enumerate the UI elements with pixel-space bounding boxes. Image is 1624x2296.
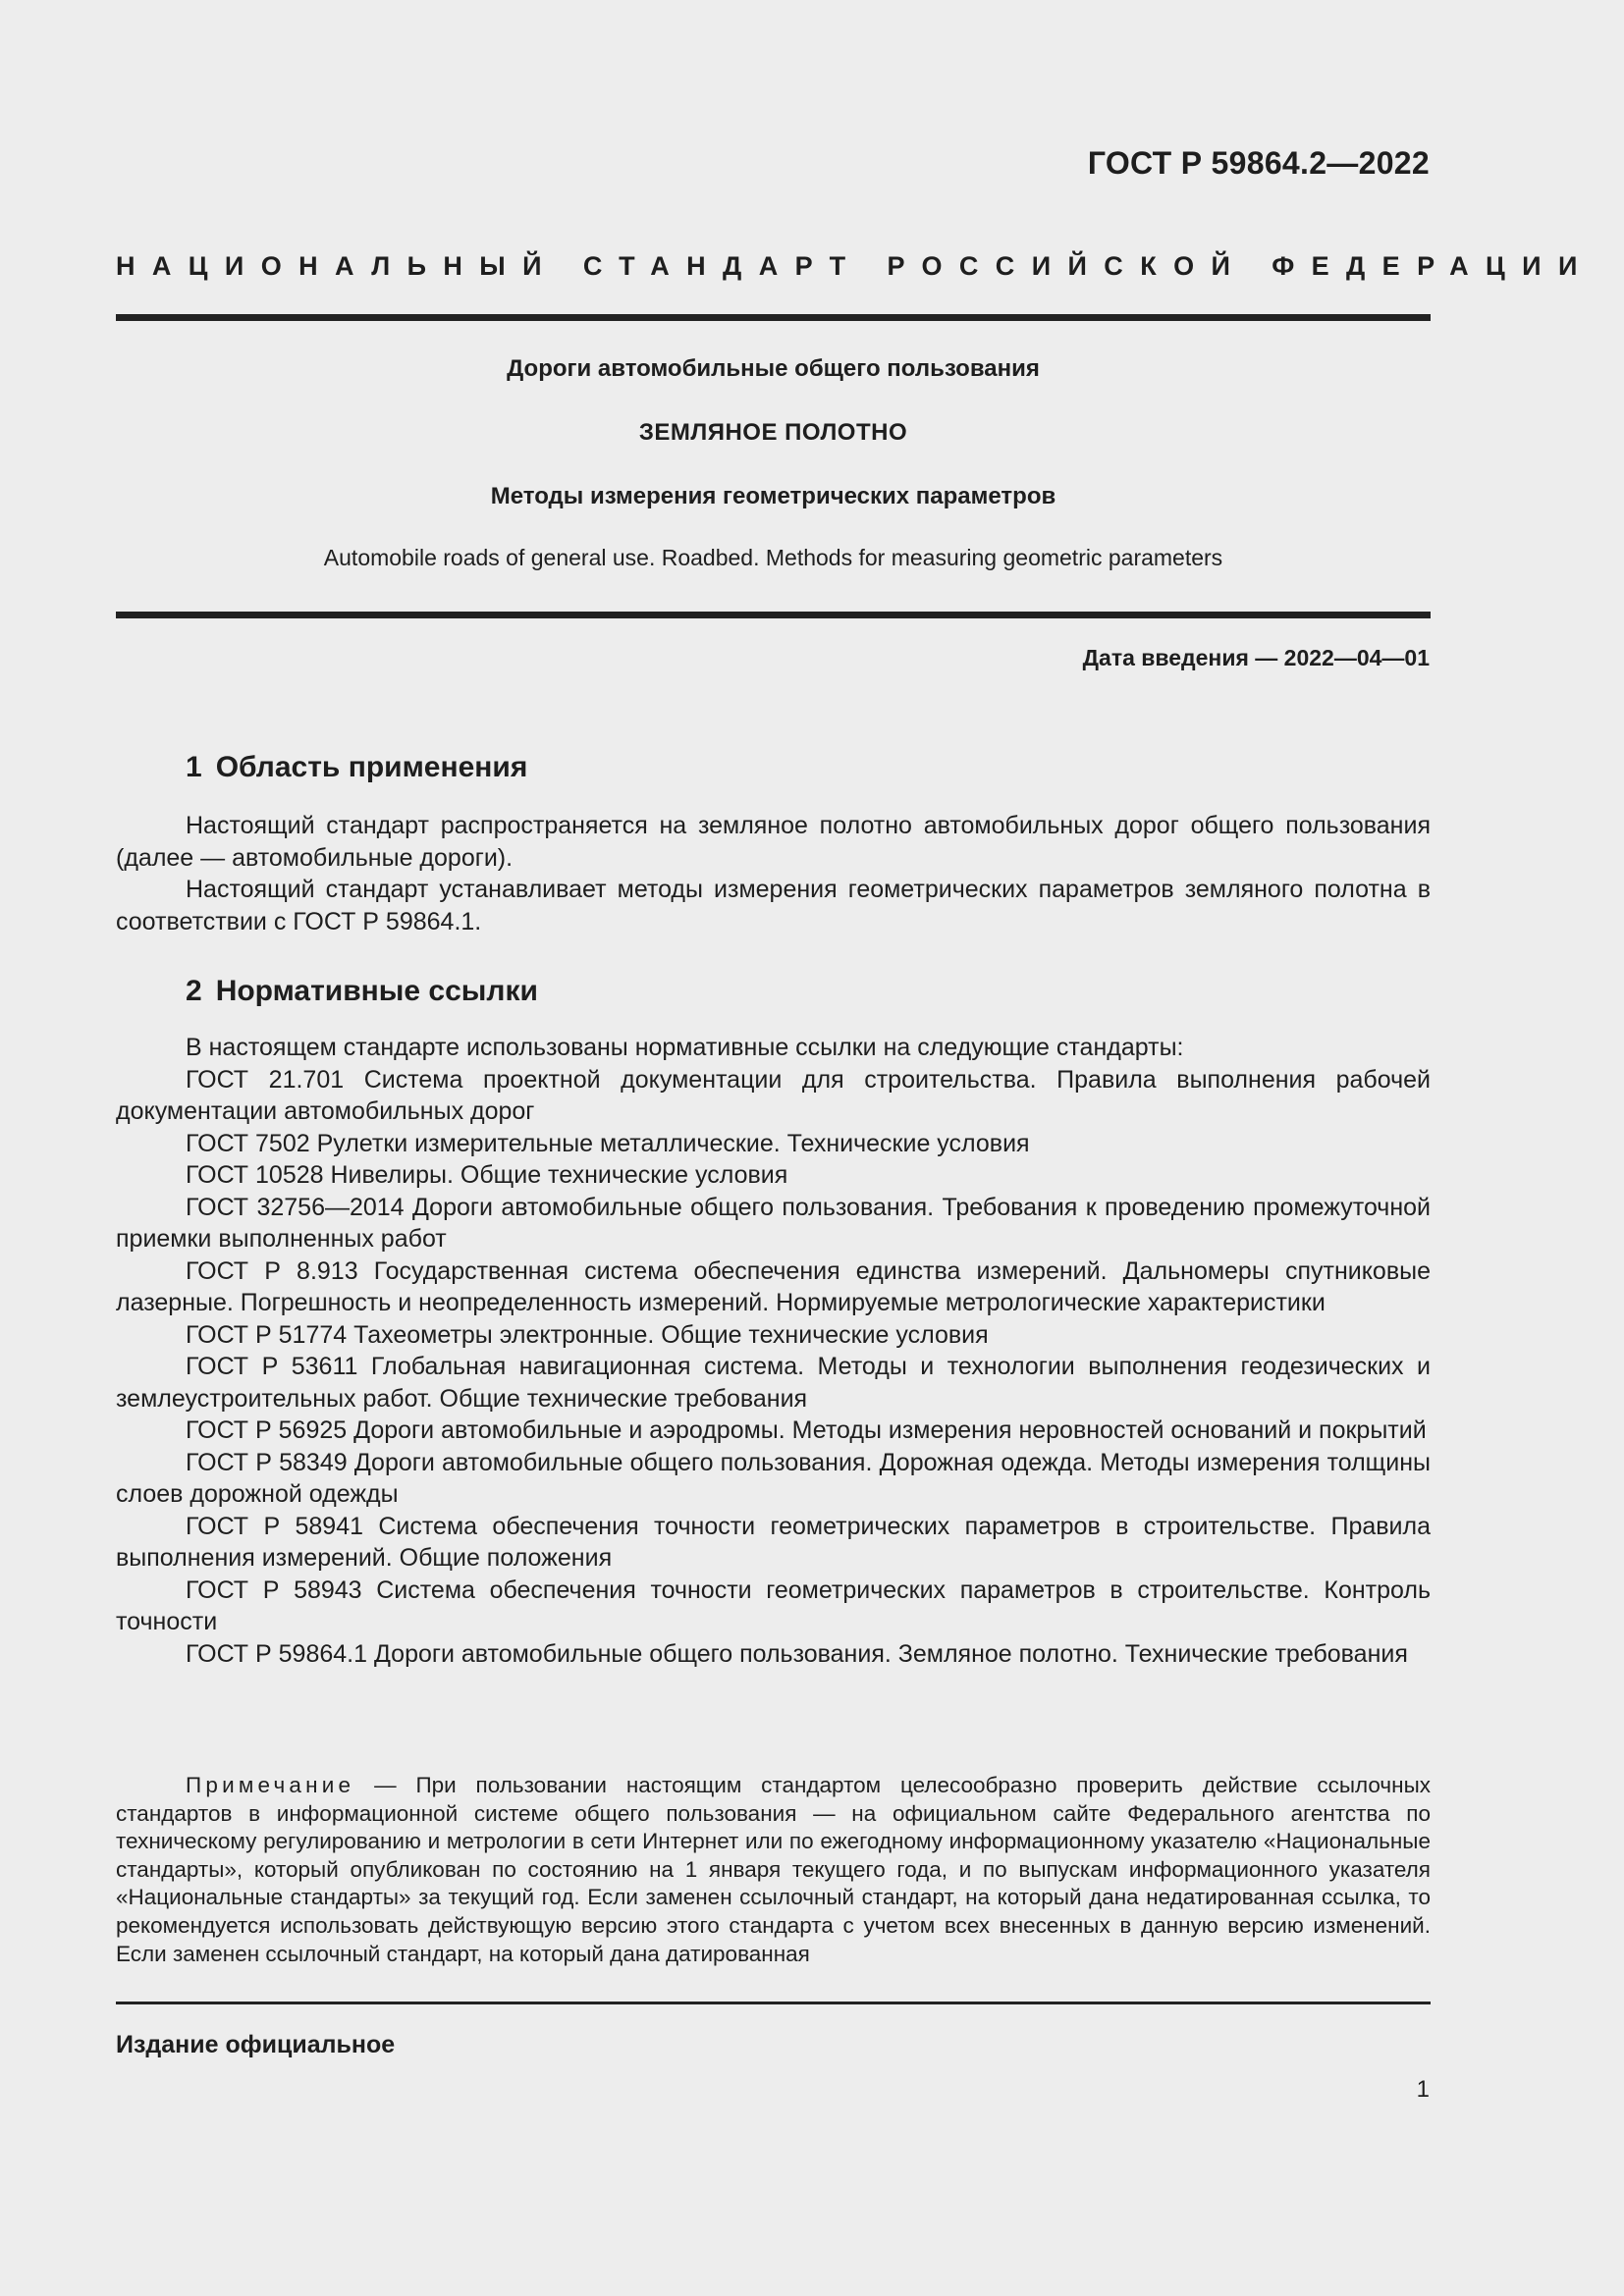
reference-item: ГОСТ 7502 Рулетки измерительные металлические. Технические условия [186,1129,1030,1157]
section-1-paragraph: Настоящий стандарт распространяется на земляное полотно автомобильных дорог общего пользования (далее — автомобильные дороги). [116,812,1431,872]
title-english: Automobile roads of general use. Roadbed. Methods for measuring geometric parameters [323,545,1223,570]
reference-item: ГОСТ Р 53611 Глобальная навигационная система. Методы и технологии выполнения геодезических и землеустроительных работ. Общие технические требования [116,1353,1431,1413]
document-number: ГОСТ Р 59864.2—2022 [1087,145,1430,181]
official-edition-label: Издание официальное [116,2031,396,2058]
section-2-number: 2 [186,975,202,1007]
page-number: 1 [1416,2076,1430,2103]
section-1-paragraph: Настоящий стандарт устанавливает методы измерения геометрических параметров земляного полотна в соответствии с ГОСТ Р 59864.1. [116,876,1431,935]
reference-item: ГОСТ 21.701 Система проектной документации для строительства. Правила выполнения рабочей документации автомобильных дорог [116,1065,1431,1125]
reference-item: ГОСТ Р 58349 Дороги автомобильные общего пользования. Дорожная одежда. Методы измерения толщины слоев дорожной одежды [116,1448,1431,1508]
header-rule [116,314,1431,321]
note-paragraph [116,1772,1431,1968]
note-text: — При пользовании настоящим стандартом целесообразно проверить действие ссылочных стандартов в информационной системе общего пользования — на официальном сайте Федерального агентства по техническому регулированию и метрологии в сети Интернет или по ежегодному информационному указателю «Национальные стандарты», который опубликован по состоянию на 1 января текущего года, и по выпускам информационного указателя «Национальные стандарты» за текущий год. Если заменен ссылочный стандарт, на который дана недатированная ссылка, то рекомендуется использовать действующую версию этого стандарта с учетом всех внесенных в данную версию изменений. Если заменен ссылочный стандарт, на который дана датированная [116,1773,1431,1966]
note-label: Примечание [186,1773,355,1797]
reference-item: ГОСТ Р 56925 Дороги автомобильные и аэродромы. Методы измерения неровностей оснований и покрытий [186,1416,1427,1444]
reference-item: ГОСТ Р 59864.1 Дороги автомобильные общего пользования. Земляное полотно. Технические требования [186,1639,1408,1668]
reference-item: ГОСТ 32756—2014 Дороги автомобильные общего пользования. Требования к проведению промежуточной приемки выполненных работ [116,1193,1431,1253]
section-2-title: Нормативные ссылки [215,975,538,1007]
section-1-heading [186,751,527,784]
reference-item: ГОСТ 10528 Нивелиры. Общие технические условия [186,1161,788,1189]
title-line-1: Дороги автомобильные общего пользования [507,355,1040,382]
section-1-number: 1 [186,751,202,783]
references-list [116,1032,1431,1670]
national-standard-heading: НАЦИОНАЛЬНЫЙ СТАНДАРТ РОССИЙСКОЙ ФЕДЕРАЦИИ [116,251,1595,281]
title-line-2: ЗЕМЛЯНОЕ ПОЛОТНО [638,419,908,446]
introduction-date: Дата введения — 2022—04—01 [1082,645,1430,670]
title-rule [116,612,1431,618]
reference-item: ГОСТ Р 51774 Тахеометры электронные. Общие технические условия [186,1320,989,1349]
section-1-title: Область применения [215,751,528,783]
references-intro: В настоящем стандарте использованы нормативные ссылки на следующие стандарты: [186,1034,1184,1061]
reference-item: ГОСТ Р 58941 Система обеспечения точности геометрических параметров в строительстве. Правила выполнения измерений. Общие положения [116,1512,1431,1572]
footer-rule [116,2002,1431,2004]
reference-item: ГОСТ Р 58943 Система обеспечения точности геометрических параметров в строительстве. Контроль точности [116,1575,1431,1635]
reference-item: ГОСТ Р 8.913 Государственная система обеспечения единства измерений. Дальномеры спутниковые лазерные. Погрешность и неопределенность измерений. Нормируемые метрологические характеристики [116,1256,1431,1316]
title-line-3: Методы измерения геометрических параметров [490,483,1056,509]
section-2-heading [186,975,538,1008]
